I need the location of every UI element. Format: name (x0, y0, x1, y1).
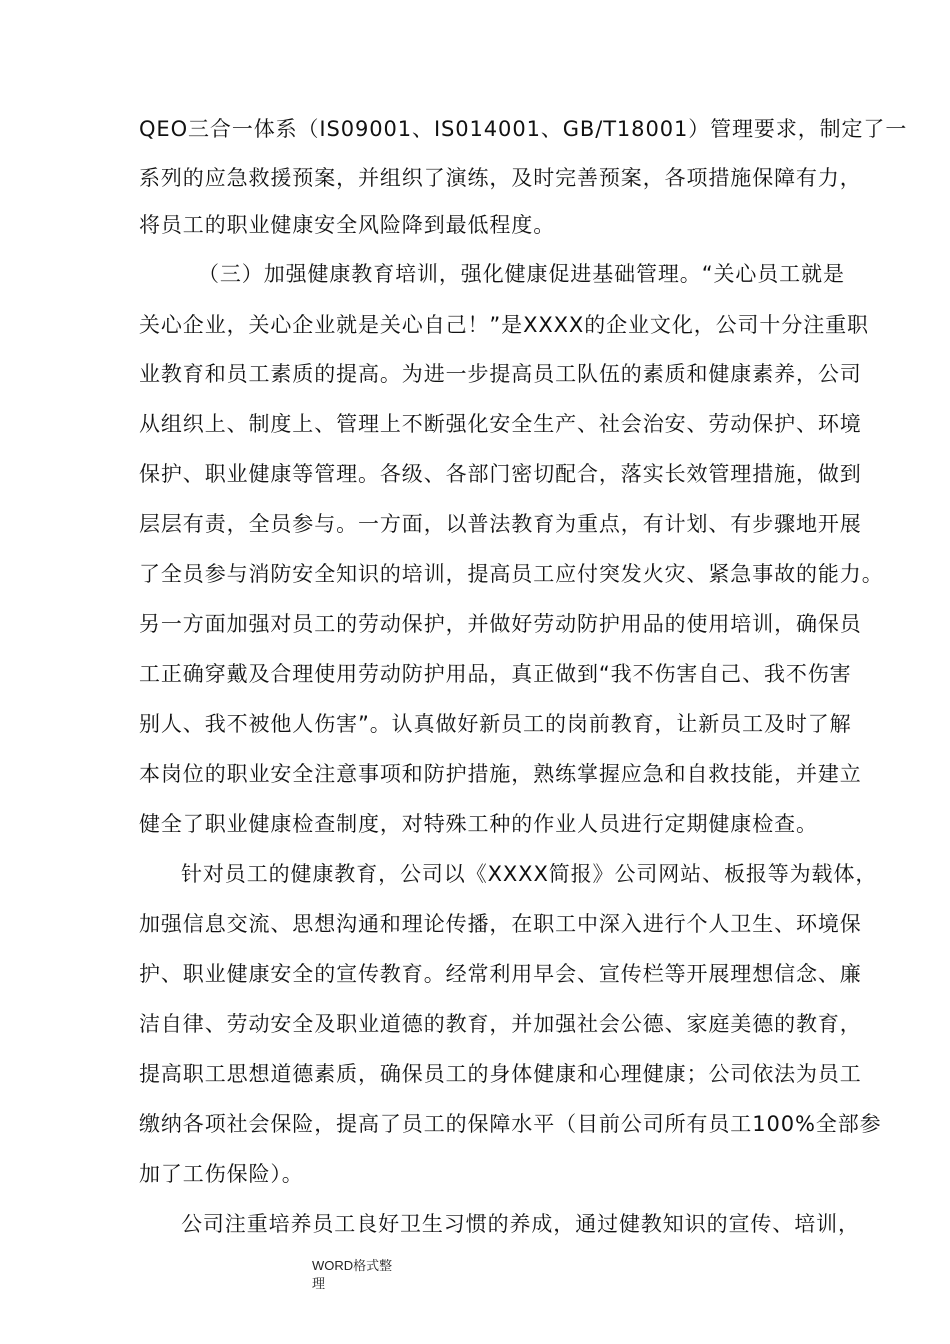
paragraph-line: 缴纳各项社会保险，提高了员工的保障水平（目前公司所有员工100%全部参 (139, 1112, 882, 1136)
footer-label-cont: 理 (312, 1276, 326, 1291)
paragraph-line: 加了工伤保险）。 (139, 1162, 304, 1186)
paragraph-line: 层层有责，全员参与。一方面，以普法教育为重点，有计划、有步骤地开展 (139, 512, 862, 536)
paragraph-line: 公司注重培养员工良好卫生习惯的养成，通过健教知识的宣传、培训， (181, 1212, 860, 1236)
paragraph-line: 关心企业，关心企业就是关心自己！”是XXXX的企业文化，公司十分注重职 (139, 313, 869, 337)
paragraph-line: 另一方面加强对员工的劳动保护，并做好劳动防护用品的使用培训，确保员 (139, 612, 862, 636)
paragraph-line: 针对员工的健康教育，公司以《XXXX简报》公司网站、板报等为载体， (181, 862, 878, 886)
paragraph-line: 了全员参与消防安全知识的培训，提高员工应付突发火灾、紧急事故的能力。 (139, 562, 884, 586)
paragraph-line: 健全了职业健康检查制度，对特殊工种的作业人员进行定期健康检查。 (139, 812, 818, 836)
paragraph-line: 洁自律、劳动安全及职业道德的教育，并加强社会公德、家庭美德的教育， (139, 1012, 862, 1036)
paragraph-line: 本岗位的职业安全注意事项和防护措施，熟练掌握应急和自救技能，并建立 (139, 762, 862, 786)
paragraph-line: 加强信息交流、思想沟通和理论传播，在职工中深入进行个人卫生、环境保 (139, 912, 862, 936)
page-footer (312, 1257, 412, 1293)
paragraph-line: 护、职业健康安全的宣传教育。经常利用早会、宣传栏等开展理想信念、廉 (139, 962, 862, 986)
footer-label: WORD格式整 (312, 1258, 393, 1273)
paragraph-line: （三）加强健康教育培训，强化健康促进基础管理。“关心员工就是 (198, 262, 845, 286)
paragraph-line: 提高职工思想道德素质，确保员工的身体健康和心理健康；公司依法为员工 (139, 1062, 862, 1086)
paragraph-line: 将员工的职业健康安全风险降到最低程度。 (139, 213, 556, 237)
paragraph-line: 工正确穿戴及合理使用劳动防护用品，真正做到“我不伤害自己、我不伤害 (139, 662, 852, 686)
paragraph-line: 从组织上、制度上、管理上不断强化安全生产、社会治安、劳动保护、环境 (139, 412, 862, 436)
paragraph-line: QEO三合一体系（IS09001、IS014001、GB/T18001）管理要求，制定了一 (139, 117, 908, 141)
paragraph-line: 别人、我不被他人伤害”。认真做好新员工的岗前教育，让新员工及时了解 (139, 712, 852, 736)
paragraph-line: 系列的应急救援预案，并组织了演练，及时完善预案，各项措施保障有力， (139, 166, 862, 190)
paragraph-line: 保护、职业健康等管理。各级、各部门密切配合，落实长效管理措施，做到 (139, 462, 862, 486)
paragraph-line: 业教育和员工素质的提高。为进一步提高员工队伍的素质和健康素养，公司 (139, 362, 862, 386)
